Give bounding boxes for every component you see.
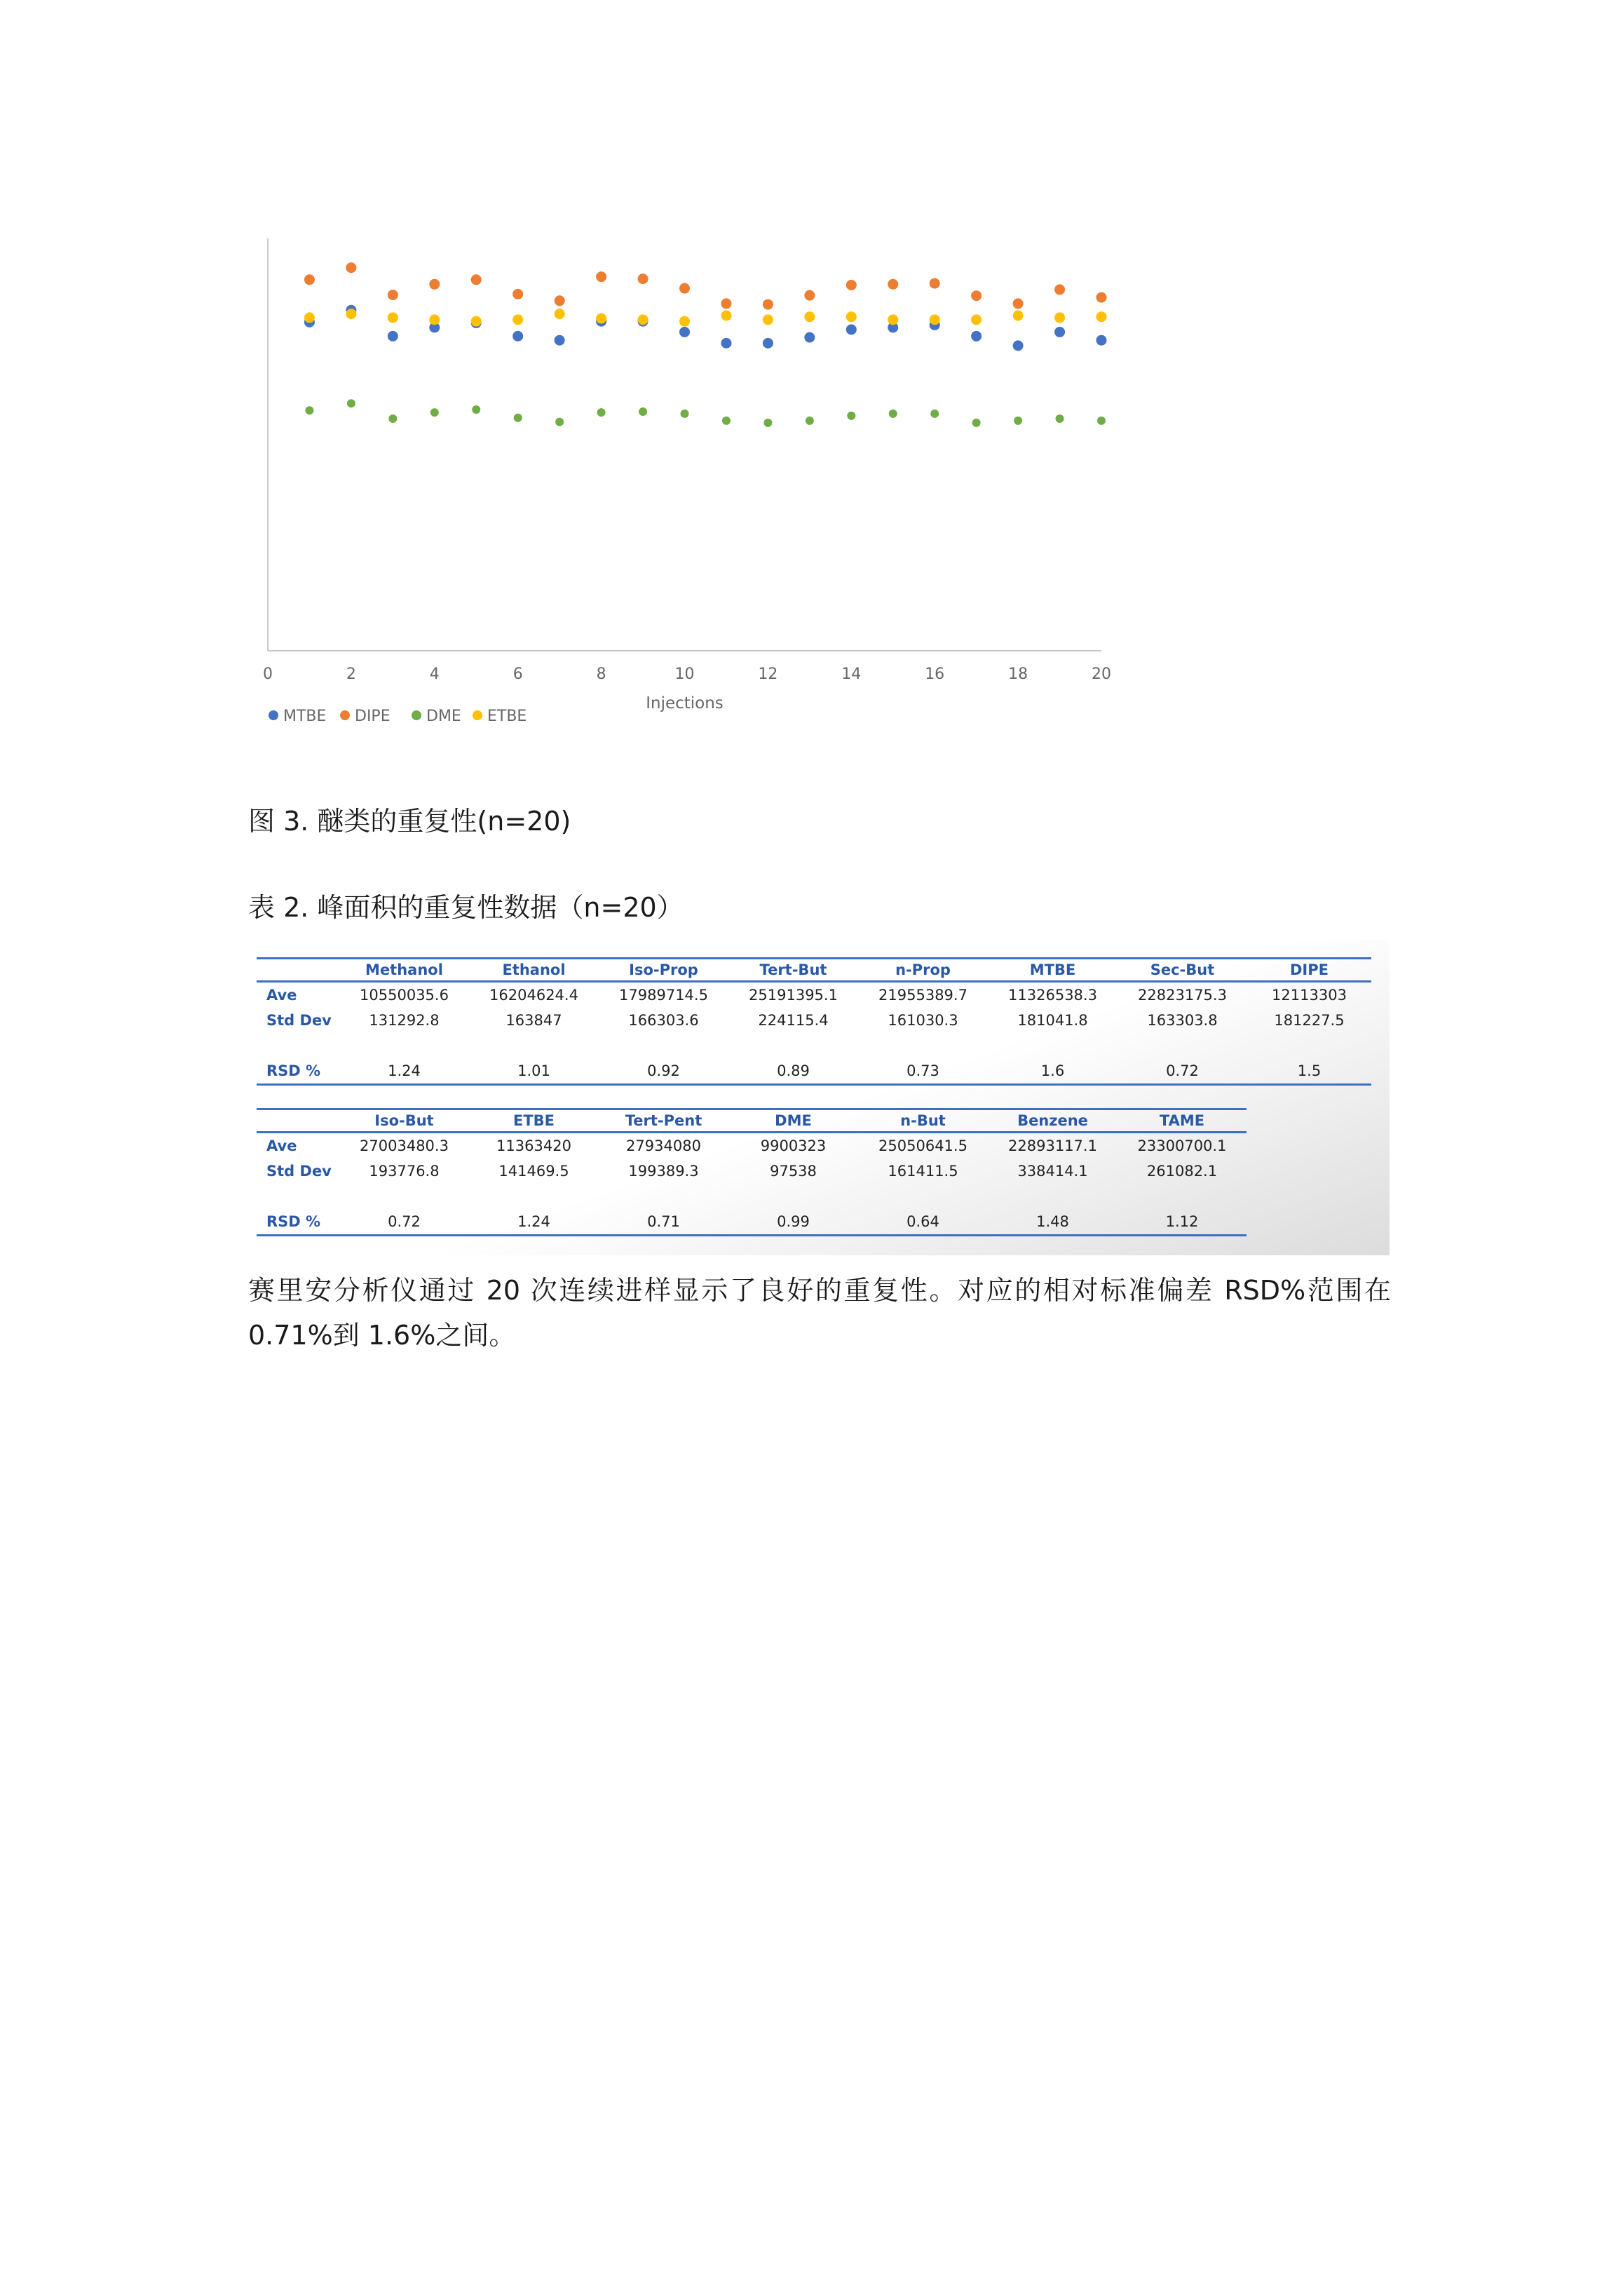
column-header: Tert-Pent	[599, 1109, 728, 1133]
data-point-dme	[305, 406, 313, 414]
table-cell: 199389.3	[628, 1163, 699, 1180]
data-point-dipe	[555, 295, 565, 306]
data-point-mtbe	[679, 327, 690, 337]
table-cell: 161411.5	[888, 1163, 958, 1180]
table-row	[257, 1209, 1247, 1236]
table-cell: 21955389.7	[878, 987, 967, 1004]
data-point-dipe	[429, 279, 440, 290]
data-point-mtbe	[804, 332, 815, 343]
x-tick-label: 16	[925, 666, 945, 683]
table-cell: 181041.8	[1017, 1012, 1088, 1029]
figure-caption: 图 3. 醚类的重复性(n=20)	[248, 806, 571, 837]
data-point-etbe	[804, 311, 815, 322]
table-cell: 1.01	[469, 1058, 599, 1085]
table-row	[257, 1159, 1247, 1184]
table-cell: 11363420	[496, 1137, 571, 1154]
data-point-etbe	[846, 311, 857, 322]
table-row	[257, 1008, 1371, 1033]
legend-label-etbe: ETBE	[487, 708, 527, 725]
row-label: RSD %	[257, 1209, 339, 1236]
data-point-dme	[722, 417, 731, 425]
data-point-dipe	[846, 280, 857, 290]
column-header: Methanol	[339, 959, 469, 982]
results-paragraph: 赛里安分析仪通过 20 次连续进样显示了良好的重复性。对应的相对标准偏差 RSD%范围在0.71%到 1.6%之间。	[248, 1275, 1391, 1351]
data-point-dme	[597, 408, 606, 417]
data-point-dme	[847, 412, 855, 420]
data-point-dipe	[888, 279, 898, 290]
data-point-dme	[1056, 414, 1064, 423]
table-cell: 181227.5	[1274, 1012, 1345, 1029]
column-header: MTBE	[988, 959, 1118, 982]
data-point-dme	[930, 410, 939, 418]
column-header: n-But	[858, 1109, 988, 1133]
column-header: Sec-But	[1118, 959, 1247, 982]
data-point-etbe	[512, 314, 523, 325]
data-point-etbe	[471, 316, 482, 327]
x-tick-label: 8	[596, 666, 606, 683]
row-label: RSD %	[257, 1058, 339, 1085]
data-point-etbe	[638, 314, 648, 325]
data-point-etbe	[596, 313, 606, 324]
data-point-etbe	[971, 314, 982, 325]
data-point-dipe	[930, 278, 940, 289]
table-cell: 161030.3	[888, 1012, 958, 1029]
data-point-dipe	[596, 271, 606, 282]
data-point-mtbe	[388, 331, 398, 342]
x-tick-label: 0	[263, 666, 273, 683]
column-header: Iso-Prop	[599, 959, 728, 982]
table-cell: 193776.8	[369, 1163, 440, 1180]
table-caption: 表 2. 峰面积的重复性数据（n=20）	[248, 892, 684, 923]
data-point-dipe	[1054, 284, 1065, 295]
column-header: DME	[728, 1109, 858, 1133]
column-header: n-Prop	[858, 959, 988, 982]
data-point-dme	[1097, 417, 1106, 425]
column-header: Ethanol	[469, 959, 599, 982]
data-point-dme	[763, 419, 772, 427]
table-cell: 10550035.6	[360, 987, 449, 1004]
table-cell: 1.12	[1118, 1209, 1247, 1236]
table-cell: 16204624.4	[489, 987, 578, 1004]
column-header	[257, 959, 339, 982]
table-cell: 17989714.5	[619, 987, 708, 1004]
data-point-dme	[1014, 417, 1022, 425]
row-label: Ave	[266, 1137, 297, 1154]
data-point-etbe	[1054, 312, 1065, 323]
data-point-etbe	[555, 309, 565, 319]
data-point-dipe	[638, 274, 648, 284]
data-point-dipe	[1096, 292, 1107, 303]
row-label: Ave	[266, 987, 297, 1004]
data-point-dipe	[679, 283, 690, 294]
column-header: Tert-But	[728, 959, 858, 982]
column-header: DIPE	[1247, 959, 1371, 982]
peak-area-table-2	[257, 1108, 1247, 1236]
x-tick-label: 18	[1008, 666, 1028, 683]
data-point-dme	[388, 414, 397, 423]
data-point-dme	[514, 414, 522, 422]
data-point-etbe	[679, 316, 690, 327]
table-cell: 23300700.1	[1137, 1137, 1227, 1154]
data-point-etbe	[1013, 310, 1024, 320]
data-point-etbe	[346, 309, 356, 319]
table-cell: 1.48	[988, 1209, 1118, 1236]
table-cell: 224115.4	[758, 1012, 829, 1029]
data-point-etbe	[1096, 311, 1107, 322]
data-point-dme	[681, 410, 689, 418]
data-point-etbe	[888, 314, 898, 325]
table-row	[257, 1133, 1247, 1159]
x-tick-label: 2	[346, 666, 356, 683]
column-header: ETBE	[469, 1109, 599, 1133]
column-header: TAME	[1118, 1109, 1247, 1133]
data-point-dipe	[971, 290, 982, 301]
table-cell: 338414.1	[1017, 1163, 1088, 1180]
table-cell: 131292.8	[369, 1012, 440, 1029]
legend-marker-dme	[412, 710, 421, 720]
table-cell: 163303.8	[1147, 1012, 1218, 1029]
data-point-mtbe	[512, 331, 523, 342]
data-point-dipe	[1013, 298, 1024, 309]
table-cell: 0.71	[599, 1209, 728, 1236]
spacer-row	[257, 1184, 1247, 1209]
legend-marker-etbe	[473, 710, 482, 720]
peak-area-table-1	[257, 957, 1371, 1086]
table-cell: 97538	[770, 1163, 817, 1180]
table-row	[257, 982, 1371, 1008]
data-point-dme	[555, 418, 564, 426]
legend-label-mtbe: MTBE	[283, 708, 327, 725]
x-axis-title: Injections	[646, 694, 724, 713]
table-cell: 1.24	[339, 1058, 469, 1085]
data-point-etbe	[721, 310, 731, 320]
data-point-dme	[430, 408, 439, 417]
table-cell: 0.89	[728, 1058, 858, 1085]
table-row	[257, 1058, 1371, 1085]
peak-area-table-panel	[248, 940, 1390, 1255]
spacer-row	[257, 1033, 1371, 1058]
x-tick-label: 10	[674, 666, 695, 683]
legend-marker-dipe	[340, 710, 350, 720]
x-tick-label: 6	[512, 666, 523, 683]
data-point-dme	[639, 407, 647, 416]
table-cell: 0.92	[599, 1058, 728, 1085]
table-cell: 1.6	[988, 1058, 1118, 1085]
table-cell: 0.72	[339, 1209, 469, 1236]
data-point-dipe	[471, 274, 482, 285]
row-label: Std Dev	[266, 1012, 332, 1029]
data-point-dipe	[512, 289, 523, 299]
data-point-dipe	[346, 262, 356, 273]
table-cell: 22893117.1	[1008, 1137, 1097, 1154]
table-cell: 166303.6	[628, 1012, 699, 1029]
x-tick-label: 4	[429, 666, 440, 683]
data-point-etbe	[429, 314, 440, 325]
data-point-dme	[806, 417, 814, 425]
data-point-etbe	[304, 312, 315, 323]
legend-label-dipe: DIPE	[355, 708, 391, 725]
data-point-dipe	[304, 274, 315, 285]
table-cell: 22823175.3	[1138, 987, 1227, 1004]
data-point-dipe	[763, 299, 773, 310]
data-point-mtbe	[763, 338, 773, 349]
repeatability-scatter-chart	[238, 189, 1220, 778]
column-header: Iso-But	[339, 1109, 469, 1133]
column-header	[257, 1109, 339, 1133]
data-point-mtbe	[971, 331, 982, 342]
table-cell: 25191395.1	[749, 987, 838, 1004]
x-tick-label: 20	[1092, 666, 1111, 683]
x-tick-label: 12	[758, 666, 778, 683]
data-point-dipe	[721, 298, 731, 309]
table-cell: 261082.1	[1146, 1163, 1218, 1180]
table-cell: 163847	[505, 1012, 562, 1029]
table-cell: 0.73	[858, 1058, 988, 1085]
data-point-dme	[472, 405, 480, 414]
table-cell: 25050641.5	[878, 1137, 967, 1154]
data-point-dme	[347, 399, 355, 407]
table-cell: 0.72	[1118, 1058, 1247, 1085]
table-cell: 27934080	[626, 1137, 701, 1154]
data-point-dipe	[804, 290, 815, 301]
data-point-mtbe	[1013, 340, 1024, 351]
data-point-dme	[972, 419, 981, 427]
data-point-mtbe	[846, 324, 857, 335]
data-point-mtbe	[1096, 335, 1107, 346]
data-point-etbe	[388, 312, 398, 323]
data-point-mtbe	[555, 335, 565, 346]
table-cell: 9900323	[760, 1137, 827, 1154]
table-cell: 27003480.3	[360, 1137, 449, 1154]
column-header: Benzene	[988, 1109, 1118, 1133]
table-cell: 1.24	[469, 1209, 599, 1236]
data-point-dme	[889, 410, 897, 418]
table-cell: 0.99	[728, 1209, 858, 1236]
data-point-mtbe	[721, 338, 731, 349]
table-cell: 1.5	[1247, 1058, 1371, 1085]
table-cell: 11326538.3	[1008, 987, 1097, 1004]
table-cell: 141469.5	[498, 1163, 569, 1180]
table-cell: 0.64	[858, 1209, 988, 1236]
row-label: Std Dev	[266, 1163, 332, 1180]
data-point-etbe	[763, 314, 773, 325]
data-point-etbe	[930, 314, 940, 325]
legend-label-dme: DME	[426, 708, 461, 725]
data-point-dipe	[388, 290, 398, 300]
legend-marker-mtbe	[269, 710, 278, 720]
data-point-mtbe	[1054, 327, 1065, 337]
x-tick-label: 14	[841, 666, 862, 683]
table-cell: 12113303	[1272, 987, 1347, 1004]
